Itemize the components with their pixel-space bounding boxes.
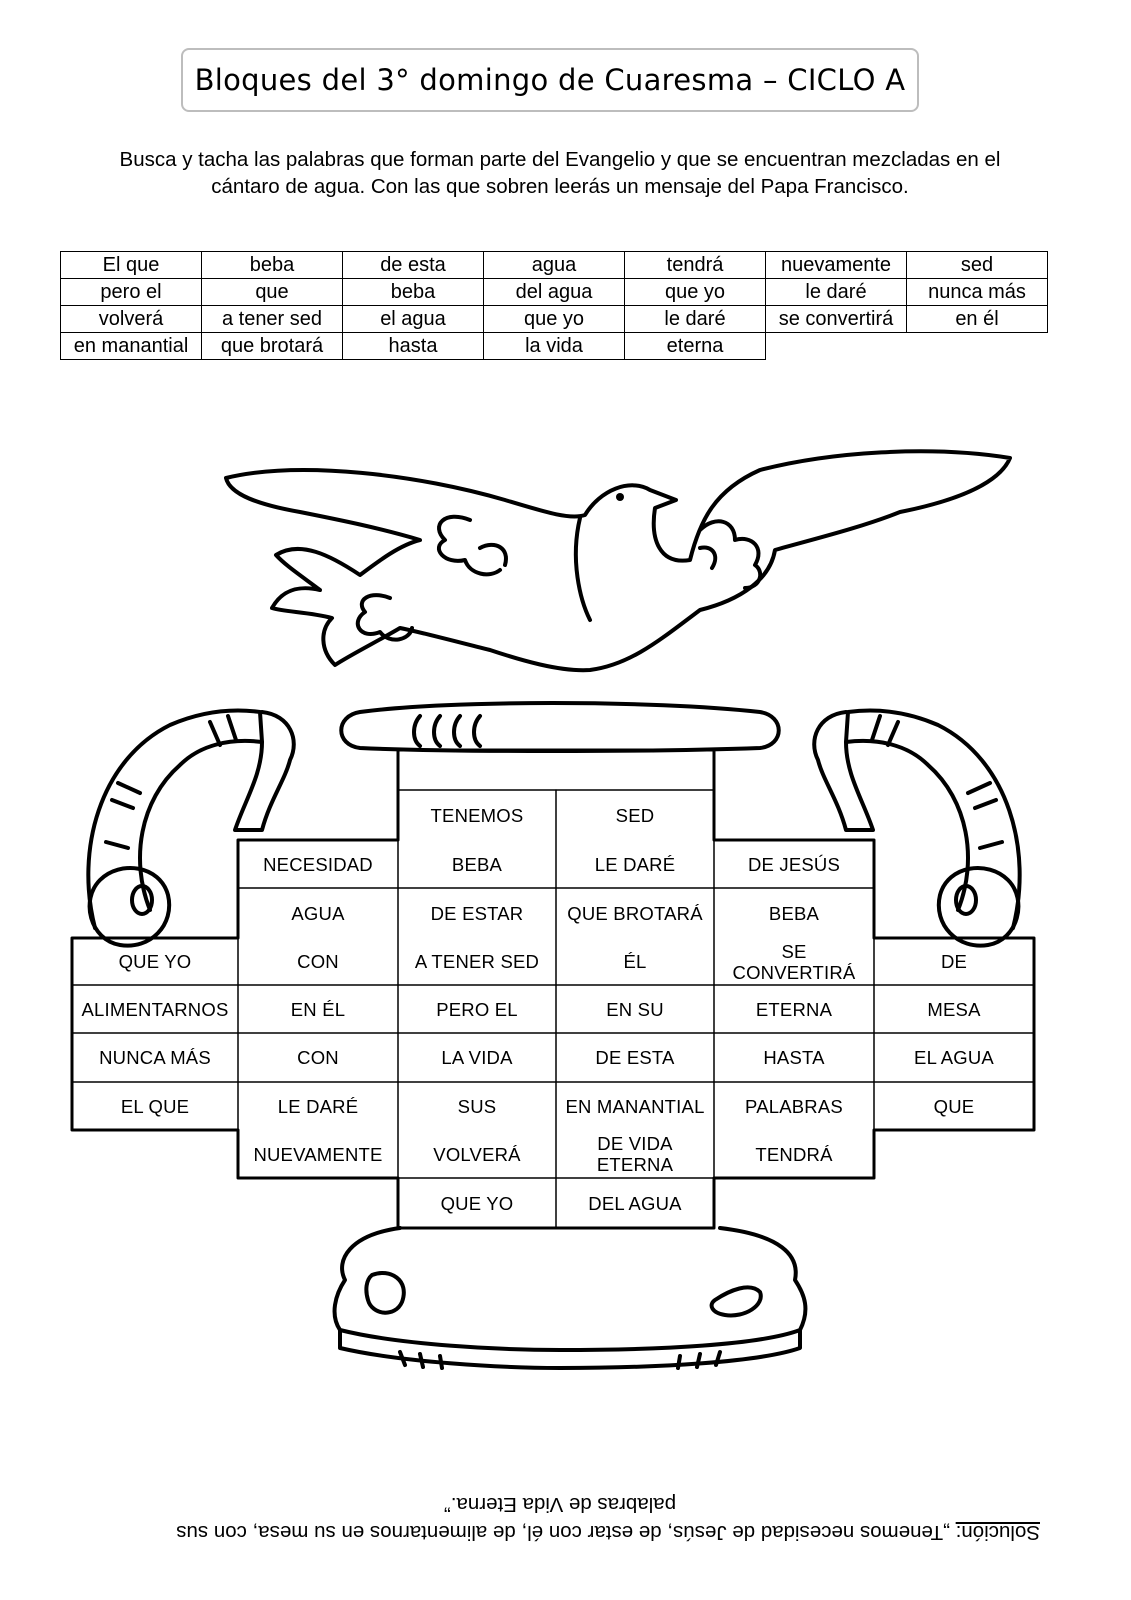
word-cell[interactable]: agua — [484, 252, 625, 279]
word-cell[interactable]: beba — [202, 252, 343, 279]
jar-block[interactable]: QUE — [933, 1095, 975, 1117]
jar-block[interactable]: ALIMENTARNOS — [81, 998, 229, 1020]
jar-block[interactable]: AGUA — [291, 902, 345, 924]
solution-line-1 — [80, 1518, 1040, 1546]
solution-text-1: „Tenemos necesidad de Jesús, de estar con él, de alimentarnos en su mesa, con sus — [176, 1521, 956, 1544]
word-cell[interactable]: eterna — [625, 333, 766, 360]
word-cell[interactable]: en manantial — [61, 333, 202, 360]
jar-block[interactable]: LA VIDA — [441, 1047, 513, 1068]
dove-icon — [226, 451, 1010, 670]
jar-block[interactable]: MESA — [927, 998, 981, 1020]
jar-block[interactable]: DE — [940, 951, 968, 972]
solution-upside-down — [80, 1490, 1040, 1546]
word-cell[interactable]: que yo — [484, 306, 625, 333]
jar-block[interactable]: NUNCA MÁS — [99, 1047, 211, 1068]
word-cell[interactable]: del agua — [484, 279, 625, 306]
word-cell[interactable]: que — [202, 279, 343, 306]
word-cell[interactable]: le daré — [766, 279, 907, 306]
jar-block[interactable]: LE DARÉ — [594, 853, 676, 875]
jar-block[interactable]: CON — [297, 1047, 339, 1068]
jar-block[interactable]: SUS — [457, 1095, 497, 1117]
jar-block[interactable]: SE CONVERTIRÁ — [732, 940, 856, 983]
jar-block[interactable]: EN MANANTIAL — [565, 1095, 705, 1117]
jar-lid — [341, 703, 779, 751]
jar-block[interactable]: ETERNA — [755, 998, 833, 1020]
word-cell[interactable]: volverá — [61, 306, 202, 333]
word-cell[interactable]: pero el — [61, 279, 202, 306]
jar-block[interactable]: PALABRAS — [745, 1095, 843, 1117]
word-cell[interactable]: hasta — [343, 333, 484, 360]
instructions-line-1: Busca y tacha las palabras que forman parte del Evangelio y que se encuentran mezcladas en el — [119, 148, 1001, 171]
jar-block[interactable]: EN SU — [606, 998, 664, 1020]
jar-block[interactable]: BEBA — [451, 853, 503, 875]
word-cell[interactable]: le daré — [625, 306, 766, 333]
word-cell[interactable]: tendrá — [625, 252, 766, 279]
jar-block[interactable]: CON — [297, 951, 339, 972]
jar-block[interactable]: SED — [615, 804, 655, 826]
jar-block[interactable]: QUE YO — [440, 1192, 514, 1214]
word-cell[interactable]: El que — [61, 252, 202, 279]
jar-block[interactable]: DE JESÚS — [747, 853, 841, 875]
word-cell[interactable]: beba — [343, 279, 484, 306]
jar-block[interactable]: DE ESTA — [595, 1047, 675, 1068]
jar-block[interactable]: EN ÉL — [290, 998, 346, 1020]
jar-block[interactable]: VOLVERÁ — [433, 1143, 521, 1165]
word-cell[interactable]: a tener sed — [202, 306, 343, 333]
jar-block[interactable]: ÉL — [623, 951, 647, 972]
jar-block[interactable]: DEL AGUA — [588, 1192, 682, 1214]
jar-block[interactable]: QUE BROTARÁ — [567, 902, 703, 924]
word-cell[interactable]: que yo — [625, 279, 766, 306]
word-cell[interactable]: la vida — [484, 333, 625, 360]
word-cell[interactable]: de esta — [343, 252, 484, 279]
word-cell[interactable]: nunca más — [907, 279, 1048, 306]
jar-block[interactable]: A TENER SED — [414, 951, 540, 972]
word-cell[interactable]: que brotará — [202, 333, 343, 360]
word-cell[interactable]: se convertirá — [766, 306, 907, 333]
jar-block[interactable]: PERO EL — [436, 998, 518, 1020]
jar-block[interactable]: NECESIDAD — [263, 853, 373, 875]
jar-block[interactable]: HASTA — [763, 1047, 825, 1068]
jar-block[interactable]: DE VIDA ETERNA — [596, 1133, 674, 1175]
jar-block[interactable]: LE DARÉ — [277, 1095, 359, 1117]
jar-block[interactable]: EL QUE — [120, 1095, 190, 1117]
jar-block[interactable]: QUE YO — [118, 951, 192, 972]
word-cell[interactable]: nuevamente — [766, 252, 907, 279]
word-cell[interactable]: sed — [907, 252, 1048, 279]
page-title: Bloques del 3° domingo de Cuaresma – CICLO A — [181, 48, 919, 112]
jar-block[interactable]: TENDRÁ — [755, 1143, 833, 1165]
jar-base — [335, 1228, 806, 1368]
jar-block[interactable]: BEBA — [768, 902, 820, 924]
instructions-line-2: cántaro de agua. Con las que sobren leerás un mensaje del Papa Francisco. — [211, 175, 909, 198]
jar-block[interactable]: NUEVAMENTE — [253, 1143, 383, 1165]
jar-block[interactable]: DE ESTAR — [430, 902, 524, 924]
jar-block[interactable]: TENEMOS — [430, 804, 524, 826]
word-cell[interactable]: el agua — [343, 306, 484, 333]
solution-line-2: palabras de Vida Eterna.” — [443, 1493, 677, 1516]
jar-block[interactable]: EL AGUA — [914, 1047, 994, 1068]
word-cell[interactable]: en él — [907, 306, 1048, 333]
solution-label: Solución: — [955, 1521, 1040, 1544]
